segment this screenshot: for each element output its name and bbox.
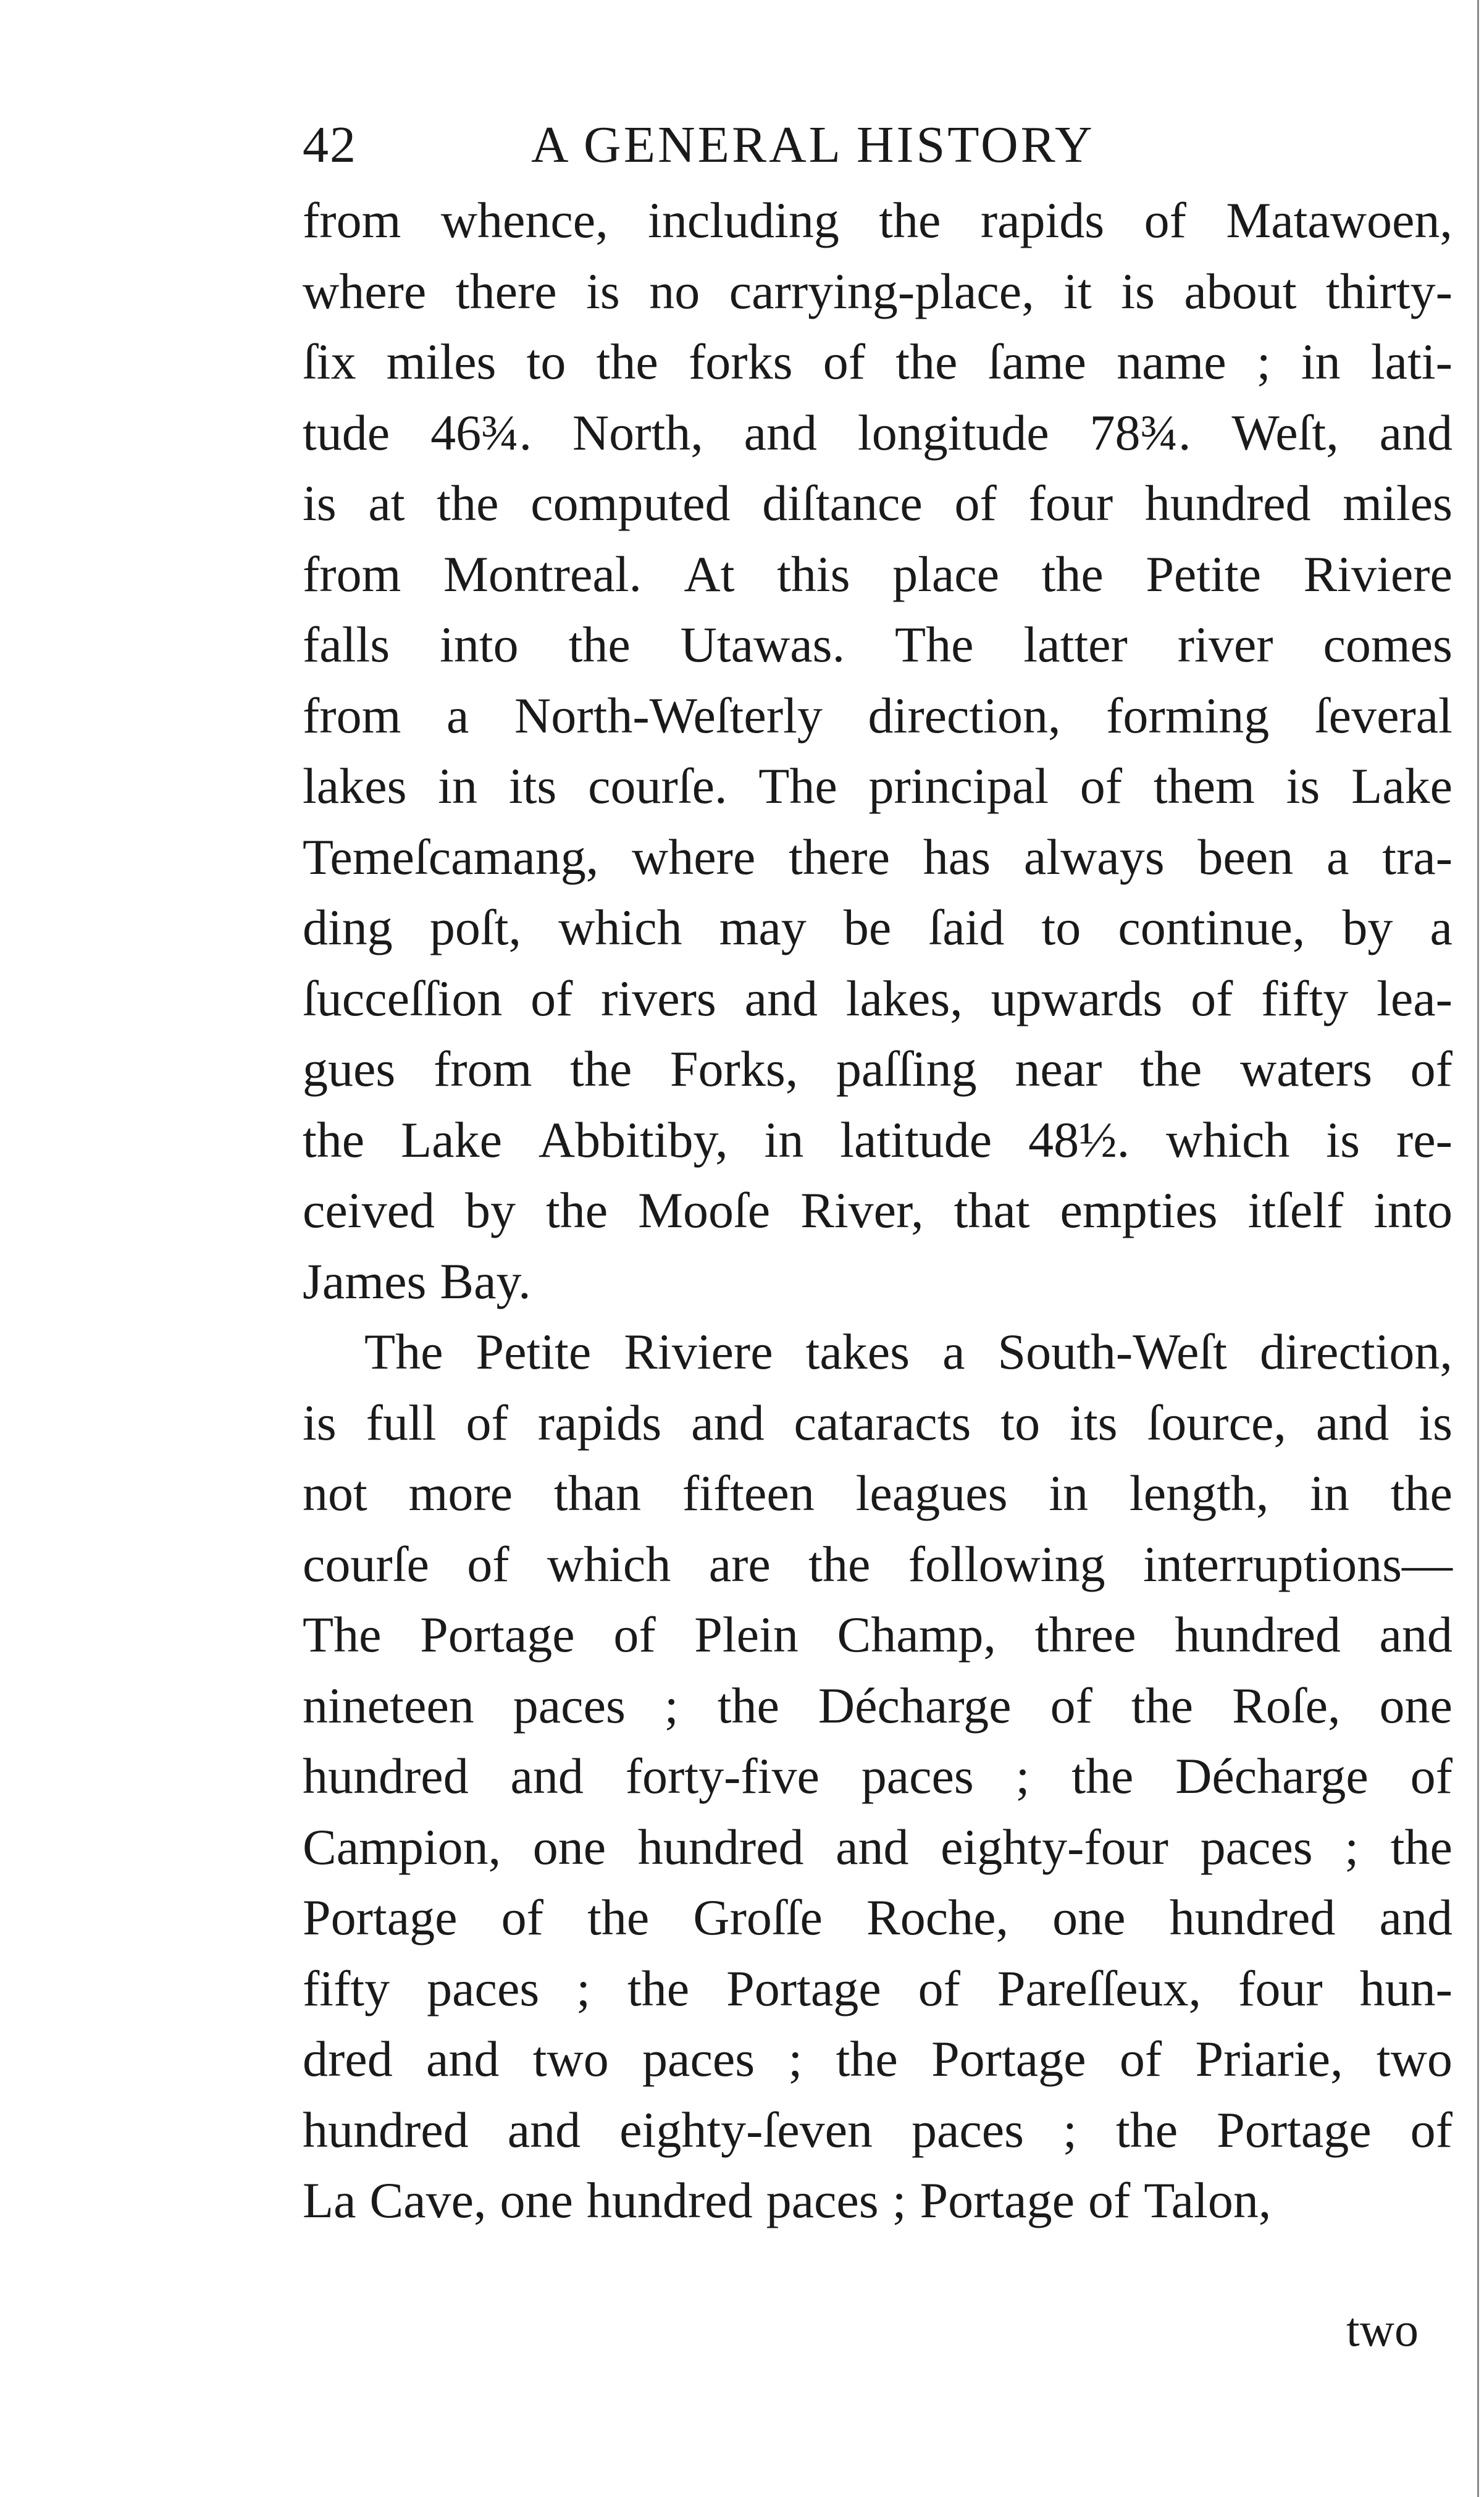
text-line: fifty paces ; the Portage of Pareſſeux, four hun- [303,1960,1453,2016]
body-text [303,185,1453,2236]
text-line: The Portage of Plein Champ, three hundred and [303,1606,1453,1663]
text-line: ding poſt, which may be ſaid to continue, by a [303,899,1453,955]
text-line: La Cave, one hundred paces ; Portage of Talon, [303,2172,1272,2228]
text-line: the Lake Abbitiby, in latitude 48½. which is re- [303,1111,1453,1168]
text-line: Temeſcamang, where there has always been a tra- [303,828,1453,885]
text-line: not more than fifteen leagues in length, in the [303,1465,1453,1521]
text-line: Campion, one hundred and eighty-four paces ; the [303,1818,1453,1875]
text-line: falls into the Utawas. The latter river comes [303,616,1453,673]
text-line: from a North-Weſterly direction, forming ſeveral [303,687,1453,744]
running-title: A GENERAL HISTORY [531,116,1095,174]
text-line: ſucceſſion of rivers and lakes, upwards of fifty lea- [303,970,1453,1026]
text-line: ſix miles to the forks of the ſame name ; in lati- [303,334,1453,390]
text-line: courſe of which are the following interruptions— [303,1535,1453,1592]
text-line: from whence, including the rapids of Matawoen, [303,192,1453,248]
text-line: The Petite Riviere takes a South-Weſt direction, [364,1324,1453,1380]
page-edge-line [1477,0,1479,2497]
text-line: dred and two paces ; the Portage of Priarie, two [303,2031,1453,2087]
text-line: is at the computed diſtance of four hundred miles [303,475,1453,531]
running-head [303,105,1247,185]
text-line: James Bay. [303,1253,531,1309]
page-number: 42 [303,116,357,174]
catchword: two [1346,2302,1419,2356]
text-line: nineteen paces ; the Décharge of the Roſe, one [303,1677,1453,1734]
text-line: is full of rapids and cataracts to its ſource, and is [303,1394,1453,1451]
text-line: ceived by the Mooſe River, that empties itſelf into [303,1182,1453,1238]
text-line: gues from the Forks, paſſing near the waters of [303,1041,1453,1097]
text-line: lakes in its courſe. The principal of them is Lake [303,758,1453,814]
text-line: tude 46¾. North, and longitude 78¾. Weſt, and [303,404,1453,461]
text-line: hundred and eighty-ſeven paces ; the Portage of [303,2101,1453,2158]
text-line: hundred and forty-five paces ; the Décharge of [303,1748,1453,1804]
text-line: from Montreal. At this place the Petite Riviere [303,545,1453,602]
text-line: Portage of the Groſſe Roche, one hundred and [303,1889,1453,1945]
text-line: where there is no carrying-place, it is about thirty- [303,262,1453,319]
